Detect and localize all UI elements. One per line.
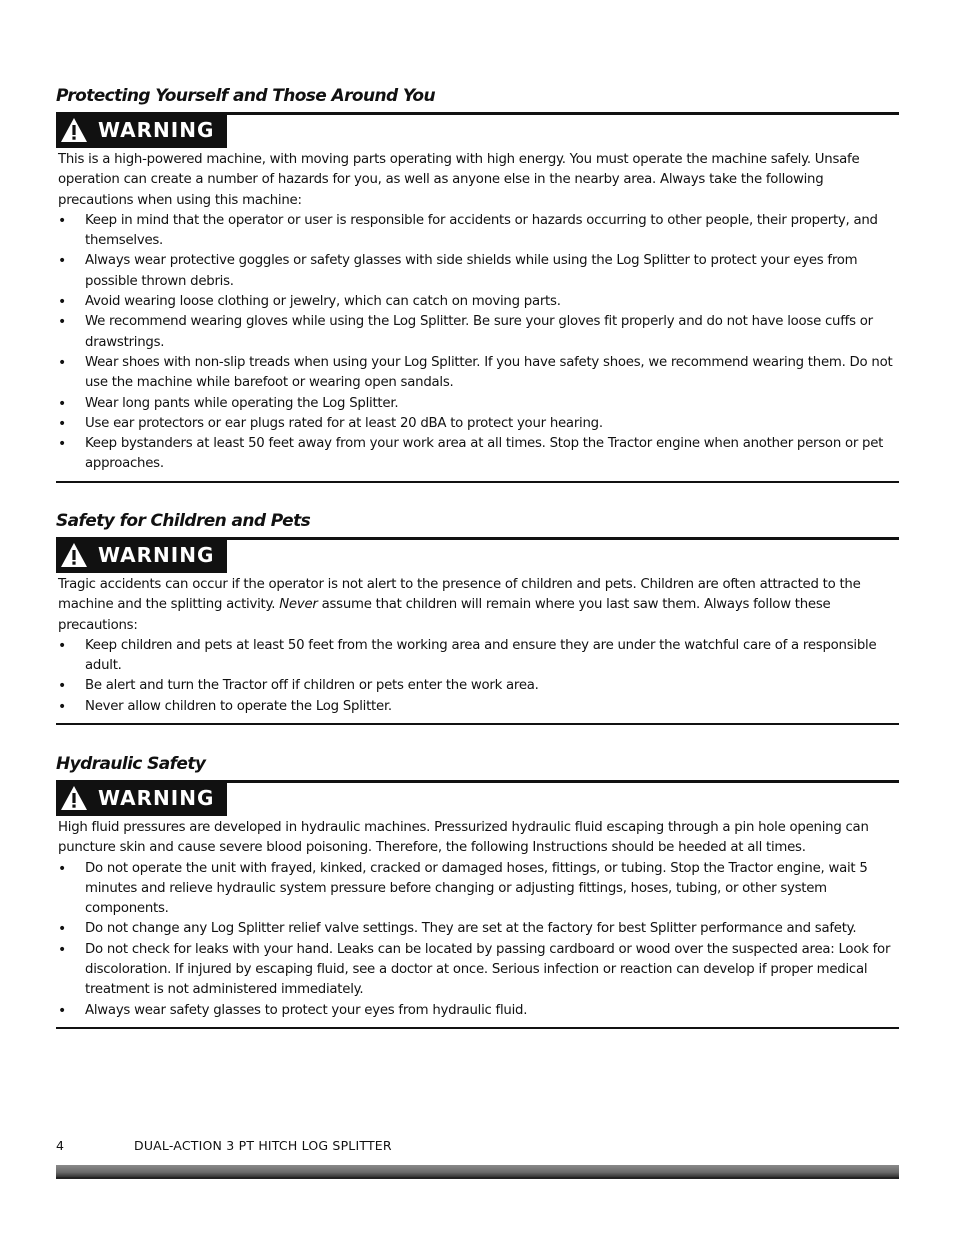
list-item-text: Keep bystanders at least 50 feet away from your work area at all times. Stop the Tractor engine when another person or pet approaches. — [85, 436, 884, 472]
list-item-text: Use ear protectors or ear plugs rated for at least 20 dBA to protect your hearing. — [85, 415, 603, 431]
list-item-text: Wear long pants while operating the Log Splitter. — [85, 395, 399, 411]
list-item-text: Do not change any Log Splitter relief valve settings. They are set at the factory for best Splitter performance and safety. — [85, 921, 857, 937]
warning-label: WARNING — [98, 118, 215, 142]
list-item — [56, 251, 899, 292]
warning-badge — [56, 780, 227, 816]
list-item-text: Keep children and pets at least 50 feet from the working area and ensure they are under the watchful care of a responsible adult. — [85, 637, 877, 674]
list-item — [56, 434, 899, 475]
list-item — [56, 312, 899, 353]
list-item — [56, 414, 899, 434]
bullet-dot-icon: • — [58, 921, 67, 938]
precaution-list — [56, 859, 899, 1021]
bullet-dot-icon: • — [58, 860, 67, 877]
warning-triangle-icon — [60, 784, 88, 812]
section-intro — [58, 575, 899, 636]
section-divider — [56, 723, 899, 725]
list-item-text: Wear shoes with non-slip treads when using your Log Splitter. If you have safety shoes, we recommend wearing them. Do not use the machine while barefoot or wearing open sandals. — [85, 354, 893, 391]
bullet-dot-icon: • — [58, 294, 67, 311]
section-hydraulic-safety — [56, 752, 899, 1029]
warning-banner — [56, 780, 899, 816]
list-item-text: Do not check for leaks with your hand. Leaks can be located by passing cardboard or wood over the suspected area: Look for discoloration. If injured by escaping fluid, see a doctor at once. Serious infection or reaction can develop if proper medical treatment is not administered immediately. — [85, 941, 891, 998]
list-item-text: Avoid wearing loose clothing or jewelry, which can catch on moving parts. — [85, 294, 561, 310]
list-item — [56, 697, 899, 717]
warning-triangle-icon — [60, 116, 88, 144]
list-item — [56, 636, 899, 677]
section-intro: This is a high-powered machine, with moving parts operating with high energy. You must operate the machine safely. Unsafe operation can create a number of hazards for you, as well as anyone else in the nearby area. Always take the following precautions when using this machine: — [58, 152, 860, 208]
precaution-list — [56, 211, 899, 475]
list-item — [56, 353, 899, 394]
section-divider — [56, 481, 899, 483]
warning-label: WARNING — [98, 543, 215, 567]
list-item-text: Always wear protective goggles or safety glasses with side shields while using the Log Splitter to protect your eyes from possible thrown debris. — [85, 253, 858, 289]
warning-banner — [56, 537, 899, 573]
intro-text: assume that children will remain where you last saw them. Always follow these precautions: — [58, 597, 831, 633]
bullet-dot-icon: • — [58, 395, 67, 412]
bullet-dot-icon: • — [58, 354, 67, 371]
list-item-text: We recommend wearing gloves while using the Log Splitter. Be sure your gloves fit properly and do not have loose cuffs or drawstrings. — [85, 314, 873, 350]
footer-title: DUAL-ACTION 3 PT HITCH LOG SPLITTER — [134, 1138, 392, 1153]
footer-bar — [56, 1165, 899, 1179]
bullet-dot-icon: • — [58, 314, 67, 331]
section-protecting-yourself — [56, 84, 899, 483]
bullet-dot-icon: • — [58, 1002, 67, 1019]
list-item — [56, 676, 899, 696]
list-item — [56, 919, 899, 939]
bullet-dot-icon: • — [58, 212, 67, 229]
list-item — [56, 211, 899, 252]
warning-badge — [56, 537, 227, 573]
bullet-dot-icon: • — [58, 637, 67, 654]
section-divider — [56, 1027, 899, 1029]
section-intro: High fluid pressures are developed in hydraulic machines. Pressurized hydraulic fluid escaping through a pin hole opening can puncture skin and cause severe blood poisoning. Therefore, the following Instructions should be heeded at all times. — [58, 820, 869, 856]
list-item — [56, 1001, 899, 1021]
list-item — [56, 859, 899, 920]
bullet-dot-icon: • — [58, 253, 67, 270]
section-heading: Hydraulic Safety — [56, 754, 206, 774]
list-item-text: Always wear safety glasses to protect your eyes from hydraulic fluid. — [85, 1002, 528, 1018]
intro-emphasis: Never — [279, 597, 318, 613]
warning-triangle-icon — [60, 541, 88, 569]
list-item-text: Do not operate the unit with frayed, kinked, cracked or damaged hoses, fittings, or tubing. Stop the Tractor engine, wait 5 minutes and relieve hydraulic system pressure before changing or adjusting fittings, hoses, tubing, or other system components. — [85, 860, 868, 917]
bullet-dot-icon: • — [58, 678, 67, 695]
warning-label: WARNING — [98, 786, 215, 810]
section-heading: Protecting Yourself and Those Around You — [56, 86, 435, 106]
list-item — [56, 940, 899, 1001]
section-children-pets — [56, 509, 899, 725]
list-item-text: Never allow children to operate the Log Splitter. — [85, 698, 392, 714]
page-footer — [56, 1138, 899, 1158]
warning-badge — [56, 112, 227, 148]
intro-text: Tragic accidents can occur if the operator is not alert to the presence of children and pets. Children are often attracted to the machine and the splitting activity. — [58, 577, 861, 613]
list-item — [56, 394, 899, 414]
list-item-text: Keep in mind that the operator or user is responsible for accidents or hazards occurring to other people, their property, and themselves. — [85, 212, 878, 249]
list-item-text: Be alert and turn the Tractor off if children or pets enter the work area. — [85, 678, 539, 694]
bullet-dot-icon: • — [58, 415, 67, 432]
precaution-list — [56, 636, 899, 717]
bullet-dot-icon: • — [58, 941, 67, 958]
page-number: 4 — [56, 1138, 64, 1153]
warning-banner — [56, 112, 899, 148]
bullet-dot-icon: • — [58, 436, 67, 453]
list-item — [56, 292, 899, 312]
section-heading: Safety for Children and Pets — [56, 511, 311, 531]
bullet-dot-icon: • — [58, 698, 67, 715]
